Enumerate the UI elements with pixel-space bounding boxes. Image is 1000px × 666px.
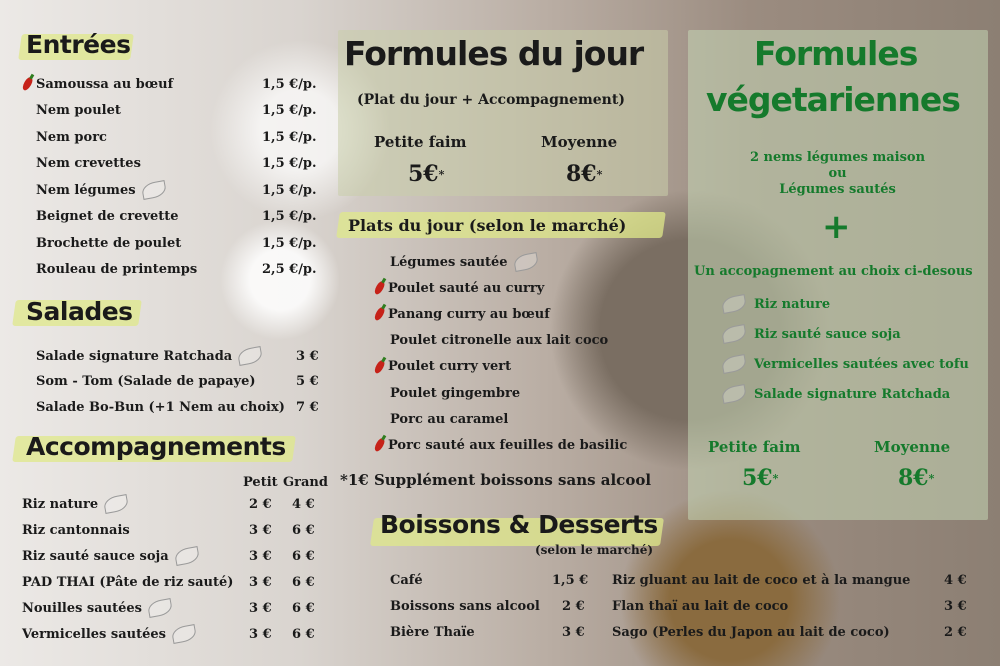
menu-item — [22, 546, 199, 566]
formules-jour-title: Formules du jour — [344, 34, 644, 73]
leaf-icon — [171, 624, 197, 644]
item-name: Salade Bo-Bun (+1 Nem au choix) — [36, 399, 285, 415]
menu-item — [36, 233, 181, 253]
item-name: Som - Tom (Salade de papaye) — [36, 374, 256, 389]
accomp-grand: 6 € — [292, 600, 315, 616]
plats-jour-title: Plats du jour (selon le marché) — [348, 215, 627, 235]
menu-item — [390, 383, 520, 403]
dessert-price: 3 € — [944, 598, 967, 614]
veg-accomp-name: Riz sauté sauce soja — [754, 326, 901, 342]
veg-accomp-label: Un accopagnement au choix ci-desous — [694, 263, 973, 279]
formules-jour-petite-price — [408, 160, 444, 188]
menu-item — [22, 598, 172, 618]
moyenne-price-star: * — [596, 167, 603, 181]
menu-item — [390, 409, 508, 429]
supplement-note: *1€ Supplément boissons sans alcool — [340, 471, 652, 489]
boisson-price: 3 € — [562, 624, 585, 640]
salade-price: 3 € — [296, 348, 319, 364]
item-name: Rouleau de printemps — [36, 262, 198, 277]
veg-petite-star: * — [772, 471, 779, 485]
chili-icon — [373, 359, 386, 375]
item-name: Beignet de crevette — [36, 209, 179, 224]
entree-price: 1,5 €/p. — [262, 235, 317, 251]
item-name: Nouilles sautées — [22, 600, 142, 616]
menu-item — [390, 252, 538, 272]
menu-item — [22, 624, 196, 644]
veg-choice-3: Légumes sautés — [779, 182, 896, 197]
menu-item — [22, 572, 233, 592]
accomp-grand: 4 € — [292, 496, 315, 512]
item-name: Nem légumes — [36, 182, 136, 198]
plus-icon: + — [822, 207, 851, 247]
veg-petite-price-value: 5€ — [742, 465, 773, 491]
item-name: PAD THAI (Pâte de riz sauté) — [22, 574, 234, 590]
item-name: Poulet curry vert — [388, 359, 512, 375]
accomp-petit: 3 € — [249, 548, 272, 564]
boisson-name: Boissons sans alcool — [390, 598, 540, 614]
menu-item — [36, 154, 141, 174]
entree-price: 1,5 €/p. — [262, 182, 317, 198]
accomp-petit: 3 € — [249, 574, 272, 590]
item-name: Nem poulet — [36, 103, 121, 118]
petite-price-star: * — [438, 167, 445, 181]
entrees-title: Entrées — [26, 30, 131, 59]
boissons-subtitle: (selon le marché) — [535, 543, 654, 557]
salades-title: Salades — [26, 297, 133, 326]
menu-item — [36, 397, 285, 417]
menu-item — [36, 180, 166, 200]
veg-accomp-name: Vermicelles sautées avec tofu — [754, 356, 969, 372]
dessert-name: Sago (Perles du Japon au lait de coco) — [612, 624, 890, 640]
boissons-title: Boissons & Desserts — [380, 510, 658, 539]
menu-item — [376, 278, 544, 298]
veg-accomp-item — [722, 294, 830, 314]
veg-accomp-name: Riz nature — [754, 296, 831, 312]
menu-item — [36, 372, 256, 392]
menu-item — [376, 304, 550, 324]
leaf-icon — [721, 384, 747, 404]
moyenne-price-value: 8€ — [566, 161, 597, 187]
leaf-icon — [103, 494, 129, 514]
item-name: Samoussa au bœuf — [36, 76, 174, 92]
veg-accomp-item — [722, 354, 969, 374]
item-name: Nem crevettes — [36, 156, 141, 171]
menu-item — [36, 127, 107, 147]
menu-item — [36, 260, 197, 280]
leaf-icon — [237, 346, 263, 366]
formules-jour-petite-label: Petite faim — [374, 133, 467, 151]
item-name: Poulet sauté au curry — [388, 280, 545, 296]
item-name: Salade signature Ratchada — [36, 348, 233, 364]
item-name: Panang curry au bœuf — [388, 306, 550, 322]
accomp-petit: 3 € — [249, 626, 272, 642]
chili-icon — [373, 438, 386, 454]
accomp-petit: 3 € — [249, 522, 272, 538]
menu-item — [22, 494, 128, 514]
menu-item — [36, 101, 121, 121]
accomp-grand: 6 € — [292, 626, 315, 642]
boisson-price: 1,5 € — [552, 572, 589, 588]
menu-item — [36, 207, 179, 227]
veg-moyenne-star: * — [928, 471, 935, 485]
veg-moyenne-price-value: 8€ — [898, 465, 929, 491]
formules-jour-subtitle: (Plat du jour + Accompagnement) — [357, 92, 625, 108]
item-name: Brochette de poulet — [36, 235, 182, 251]
leaf-icon — [721, 354, 747, 374]
formules-veg-title-1: Formules — [754, 34, 918, 73]
menu-item — [376, 435, 627, 455]
chili-icon — [21, 76, 34, 92]
veg-choice-2: ou — [828, 166, 847, 181]
dessert-name: Flan thaï au lait de coco — [612, 598, 789, 614]
veg-petite-label: Petite faim — [708, 438, 801, 456]
veg-moyenne-price — [898, 464, 934, 492]
veg-choice-1: 2 nems légumes maison — [749, 150, 926, 165]
menu-item — [36, 346, 262, 366]
veg-choice-block — [700, 150, 975, 198]
dessert-price: 4 € — [944, 572, 967, 588]
col-petit-header: Petit — [243, 474, 278, 490]
entree-price: 1,5 €/p. — [262, 76, 317, 92]
accomp-grand: 6 € — [292, 548, 315, 564]
salade-price: 5 € — [296, 374, 319, 389]
veg-moyenne-label: Moyenne — [874, 438, 951, 456]
leaf-icon — [512, 252, 538, 272]
col-grand-header: Grand — [283, 474, 328, 490]
leaf-icon — [147, 598, 173, 618]
dessert-price: 2 € — [944, 624, 967, 640]
dessert-name: Riz gluant au lait de coco et à la mangue — [612, 572, 911, 588]
boisson-name: Café — [390, 572, 423, 588]
menu-item — [390, 331, 608, 351]
item-name: Légumes sautée — [390, 254, 508, 270]
entree-price: 1,5 €/p. — [262, 209, 317, 224]
item-name: Poulet gingembre — [390, 385, 521, 401]
veg-accomp-item — [722, 324, 901, 344]
salade-price: 7 € — [296, 399, 319, 415]
leaf-icon — [173, 546, 199, 566]
accompagnements-title: Accompagnements — [26, 432, 286, 461]
item-name: Nem porc — [36, 129, 107, 145]
formules-jour-moyenne-price — [566, 160, 602, 188]
menu-item — [24, 74, 173, 94]
formules-jour-moyenne-label: Moyenne — [541, 133, 618, 151]
item-name: Riz nature — [22, 496, 99, 512]
chili-icon — [373, 280, 386, 296]
item-name: Vermicelles sautées — [22, 626, 166, 642]
petite-price-value: 5€ — [408, 161, 439, 187]
entree-price: 2,5 €/p. — [262, 262, 317, 277]
item-name: Poulet citronelle aux lait coco — [390, 333, 609, 349]
veg-petite-price — [742, 464, 778, 492]
item-name: Porc sauté aux feuilles de basilic — [388, 437, 628, 453]
accomp-grand: 6 € — [292, 522, 315, 538]
leaf-icon — [721, 294, 747, 314]
boisson-name: Bière Thaïe — [390, 624, 475, 640]
item-name: Riz cantonnais — [22, 522, 130, 538]
formules-veg-title-2: végetariennes — [706, 80, 960, 119]
veg-accomp-item — [722, 384, 950, 404]
accomp-petit: 3 € — [249, 600, 272, 616]
leaf-icon — [140, 180, 166, 200]
leaf-icon — [721, 324, 747, 344]
entree-price: 1,5 €/p. — [262, 103, 317, 118]
accomp-petit: 2 € — [249, 496, 272, 512]
chili-icon — [373, 307, 386, 323]
entree-price: 1,5 €/p. — [262, 156, 317, 171]
entree-price: 1,5 €/p. — [262, 129, 317, 145]
item-name: Riz sauté sauce soja — [22, 548, 169, 564]
boisson-price: 2 € — [562, 598, 585, 614]
item-name: Porc au caramel — [390, 411, 509, 427]
accomp-grand: 6 € — [292, 574, 315, 590]
menu-item — [22, 520, 130, 540]
veg-accomp-name: Salade signature Ratchada — [754, 386, 951, 402]
menu-item — [376, 357, 511, 377]
